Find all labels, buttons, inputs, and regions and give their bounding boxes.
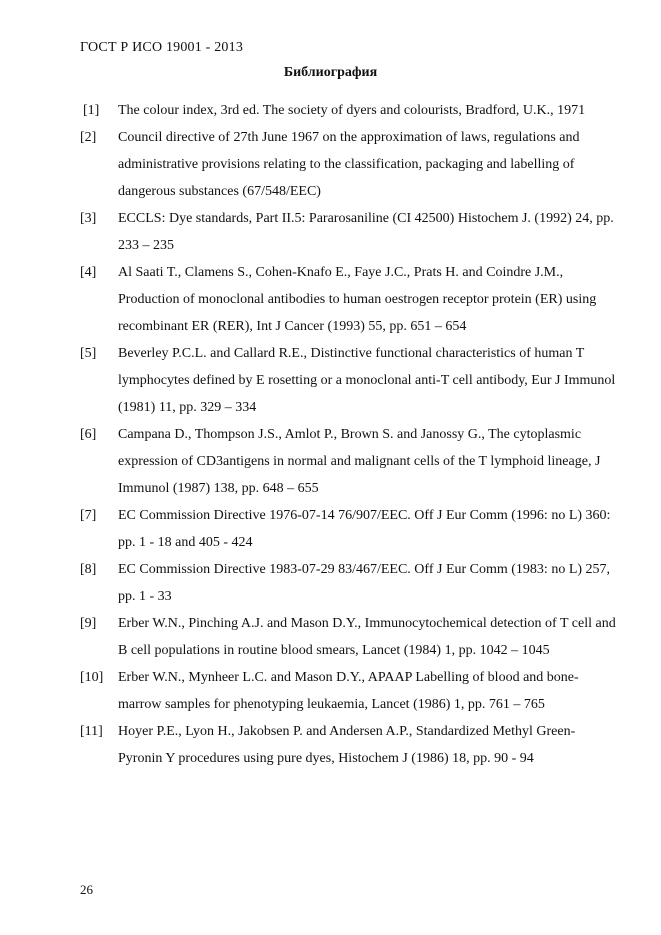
reference-item-10 bbox=[80, 664, 620, 718]
reference-number: [7] bbox=[80, 508, 97, 523]
reference-item-5 bbox=[80, 340, 620, 421]
reference-number: [3] bbox=[80, 211, 97, 226]
reference-number: [8] bbox=[80, 562, 97, 577]
reference-number: [1] bbox=[83, 103, 100, 118]
bibliography-list bbox=[80, 97, 620, 772]
reference-item-6 bbox=[80, 421, 620, 502]
reference-item-9 bbox=[80, 610, 620, 664]
reference-item-1 bbox=[80, 97, 620, 124]
reference-item-7 bbox=[80, 502, 620, 556]
reference-item-4 bbox=[80, 259, 620, 340]
reference-text: The colour index, 3rd ed. The society of dyers and colourists, Bradford, U.K., 1971 bbox=[118, 103, 586, 118]
reference-text: Erber W.N., Pinching A.J. and Mason D.Y., Immunocytochemical detection of T cell and B cell populations in routine blood smears, Lancet (1984) 1, pp. 1042 – 1045 bbox=[118, 616, 616, 658]
reference-text: ECCLS: Dye standards, Part II.5: Pararosaniline (CI 42500) Histochem J. (1992) 24, pp. 233 – 235 bbox=[118, 211, 614, 253]
reference-number: [4] bbox=[80, 265, 97, 280]
page-title: Библиография bbox=[283, 65, 378, 80]
reference-text: EC Commission Directive 1976-07-14 76/907/EEC. Off J Eur Comm (1996: no L) 360: pp. 1 - 18 and 405 - 424 bbox=[118, 508, 611, 550]
reference-text: Campana D., Thompson J.S., Amlot P., Brown S. and Janossy G., The cytoplasmic expression of CD3antigens in normal and malignant cells of the T lymphoid lineage, J Immunol (1987) 138, pp. 648 – 655 bbox=[118, 427, 601, 496]
reference-number: [6] bbox=[80, 427, 97, 442]
page-number: 26 bbox=[80, 882, 93, 897]
reference-text: Hoyer P.E., Lyon H., Jakobsen P. and Andersen A.P., Standardized Methyl Green-Pyronin Y procedures using pure dyes, Histochem J (1986) 18, pp. 90 - 94 bbox=[118, 724, 576, 766]
reference-text: EC Commission Directive 1983-07-29 83/467/EEC. Off J Eur Comm (1983: no L) 257, pp. 1 - 33 bbox=[118, 562, 611, 604]
reference-item-11 bbox=[80, 718, 620, 772]
reference-number: [2] bbox=[80, 130, 97, 145]
reference-text: Al Saati T., Clamens S., Cohen-Knafo E., Faye J.C., Prats H. and Coindre J.M., Production of monoclonal antibodies to human oestrogen receptor protein (ER) using recombinant ER (RER), Int J Cancer (1993) 55, pp. 651 – 654 bbox=[118, 265, 597, 334]
reference-text: Beverley P.C.L. and Callard R.E., Distinctive functional characteristics of human T lymphocytes defined by E rosetting or a monoclonal anti-T cell antibody, Eur J Immunol (1981) 11, pp. 329 – 334 bbox=[118, 346, 616, 415]
reference-number: [5] bbox=[80, 346, 97, 361]
reference-number: [10] bbox=[80, 670, 104, 685]
reference-item-3 bbox=[80, 205, 620, 259]
reference-number: [9] bbox=[80, 616, 97, 631]
reference-text: Erber W.N., Mynheer L.C. and Mason D.Y., APAAP Labelling of blood and bone-marrow samples for phenotyping leukaemia, Lancet (1986) 1, pp. 761 – 765 bbox=[118, 670, 579, 712]
reference-number: [11] bbox=[80, 724, 103, 739]
reference-item-8 bbox=[80, 556, 620, 610]
reference-item-2 bbox=[80, 124, 620, 205]
document-header: ГОСТ Р ИСО 19001 - 2013 bbox=[80, 40, 244, 55]
reference-text: Council directive of 27th June 1967 on the approximation of laws, regulations and administrative provisions relating to the classification, packaging and labelling of dangerous substances (67/548/EEC) bbox=[118, 130, 580, 199]
